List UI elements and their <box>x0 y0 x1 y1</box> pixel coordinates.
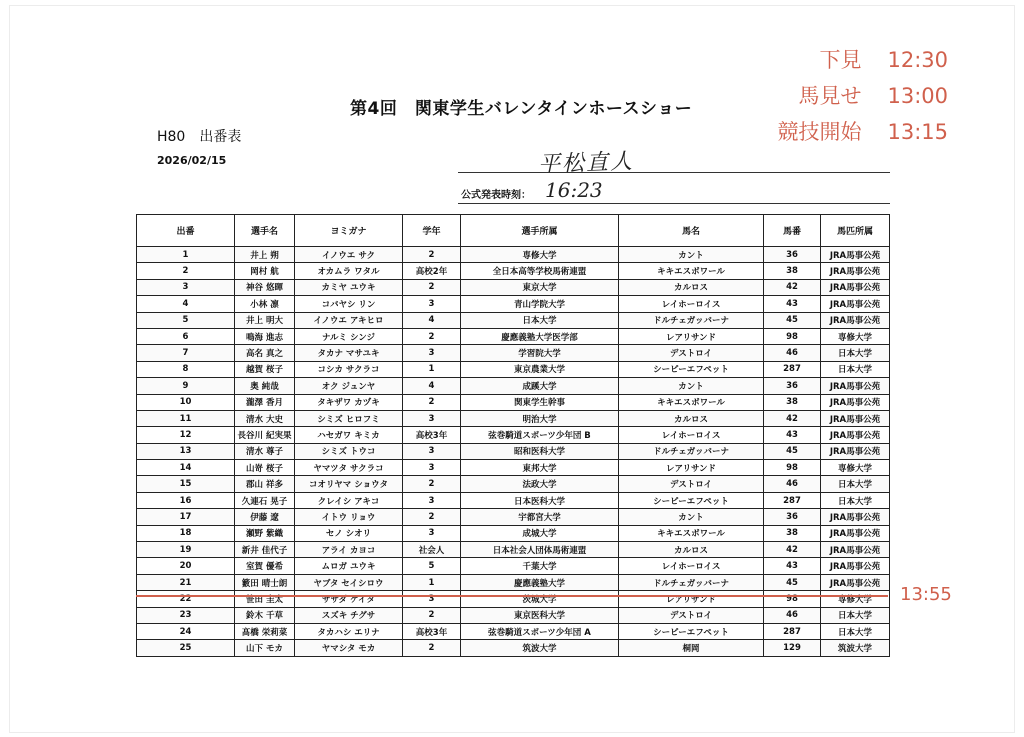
cell-reading: ムロガ ユウキ <box>295 558 403 574</box>
note-label: 馬見せ <box>798 84 862 108</box>
table-row <box>137 509 890 525</box>
cell-horse-owner: JRA馬事公苑 <box>821 443 890 459</box>
cell-reading: ササダ ケイタ <box>295 591 403 607</box>
table-row <box>137 328 890 344</box>
cell-horse-name: カルロス <box>619 279 764 295</box>
cell-horse-name: カルロス <box>619 410 764 426</box>
cell-reading: カミヤ ユウキ <box>295 279 403 295</box>
cell-reading: ヤマツタ サクラコ <box>295 460 403 476</box>
column-header-reading: ヨミガナ <box>295 215 403 247</box>
cell-horse-name: キキエスボワール <box>619 525 764 541</box>
cell-horse-number: 38 <box>764 394 821 410</box>
cell-grade: 3 <box>403 345 461 361</box>
cell-affiliation: 青山学院大学 <box>461 296 619 312</box>
cell-rider-name: 籔田 晴士朗 <box>235 574 295 590</box>
cell-horse-name: カント <box>619 247 764 263</box>
column-header-rider-name: 選手名 <box>235 215 295 247</box>
cell-horse-number: 129 <box>764 640 821 656</box>
cell-horse-owner: 筑波大学 <box>821 640 890 656</box>
cell-order: 9 <box>137 378 235 394</box>
cell-order: 23 <box>137 607 235 623</box>
table-row <box>137 312 890 328</box>
cell-rider-name: 笹田 圭太 <box>235 591 295 607</box>
cell-reading: タカハシ エリナ <box>295 623 403 639</box>
note-competition-start <box>777 114 948 150</box>
cell-order: 11 <box>137 410 235 426</box>
note-time: 12:30 <box>887 48 948 72</box>
signature-line <box>458 172 890 173</box>
cell-reading: オカムラ ワタル <box>295 263 403 279</box>
cell-order: 2 <box>137 263 235 279</box>
table-row <box>137 574 890 590</box>
cell-horse-name: カント <box>619 509 764 525</box>
cell-grade: 3 <box>403 492 461 508</box>
cell-order: 13 <box>137 443 235 459</box>
cell-grade: 2 <box>403 640 461 656</box>
cell-horse-owner: 専修大学 <box>821 460 890 476</box>
cell-horse-number: 43 <box>764 558 821 574</box>
cell-horse-name: レアリサンド <box>619 591 764 607</box>
cell-horse-number: 43 <box>764 427 821 443</box>
cell-reading: ナルミ シンジ <box>295 328 403 344</box>
cell-rider-name: 山嵜 桜子 <box>235 460 295 476</box>
cell-order: 1 <box>137 247 235 263</box>
cell-horse-name: カント <box>619 378 764 394</box>
cell-reading: オク ジュンヤ <box>295 378 403 394</box>
cell-grade: 3 <box>403 410 461 426</box>
cell-reading: シミズ トウコ <box>295 443 403 459</box>
cell-grade: 1 <box>403 361 461 377</box>
column-header-horse-owner: 馬匹所属 <box>821 215 890 247</box>
note-time: 13:15 <box>887 120 948 144</box>
cell-reading: コバヤシ リン <box>295 296 403 312</box>
cell-horse-name: レイホーロイス <box>619 427 764 443</box>
cell-order: 19 <box>137 542 235 558</box>
cell-horse-owner: JRA馬事公苑 <box>821 296 890 312</box>
cell-grade: 3 <box>403 525 461 541</box>
cell-rider-name: 神谷 悠暉 <box>235 279 295 295</box>
cell-horse-owner: 日本大学 <box>821 345 890 361</box>
cell-horse-name: デストロイ <box>619 476 764 492</box>
cell-horse-number: 43 <box>764 296 821 312</box>
cell-horse-name: レアリサンド <box>619 328 764 344</box>
published-time-label: 公式発表時刻： <box>461 190 531 201</box>
table-row <box>137 623 890 639</box>
column-header-horse-name: 馬名 <box>619 215 764 247</box>
cell-affiliation: 日本大学 <box>461 312 619 328</box>
column-header-grade: 学年 <box>403 215 461 247</box>
cell-order: 7 <box>137 345 235 361</box>
cell-horse-number: 38 <box>764 263 821 279</box>
cell-rider-name: 岡村 航 <box>235 263 295 279</box>
cell-rider-name: 瀬野 紫織 <box>235 525 295 541</box>
cell-horse-owner: JRA馬事公苑 <box>821 247 890 263</box>
cell-affiliation: 日本医科大学 <box>461 492 619 508</box>
cell-order: 18 <box>137 525 235 541</box>
cell-affiliation: 昭和医科大学 <box>461 443 619 459</box>
cell-order: 24 <box>137 623 235 639</box>
cell-reading: ヤブタ セイシロウ <box>295 574 403 590</box>
cell-horse-number: 287 <box>764 492 821 508</box>
cell-affiliation: 全日本高等学校馬術連盟 <box>461 263 619 279</box>
cell-horse-name: ドルチェガッバーナ <box>619 574 764 590</box>
cell-reading: ヤマシタ モカ <box>295 640 403 656</box>
cell-affiliation: 東京医科大学 <box>461 607 619 623</box>
cell-horse-owner: 日本大学 <box>821 607 890 623</box>
cell-horse-number: 42 <box>764 410 821 426</box>
cell-rider-name: 山下 モカ <box>235 640 295 656</box>
cell-horse-number: 46 <box>764 345 821 361</box>
cell-horse-name: レイホーロイス <box>619 296 764 312</box>
cell-grade: 3 <box>403 591 461 607</box>
table-row <box>137 492 890 508</box>
cell-horse-owner: 日本大学 <box>821 492 890 508</box>
cell-grade: 2 <box>403 476 461 492</box>
column-header-horse-number: 馬番 <box>764 215 821 247</box>
cell-horse-number: 45 <box>764 312 821 328</box>
cell-rider-name: 瀧澤 香月 <box>235 394 295 410</box>
cell-rider-name: 鳴海 進志 <box>235 328 295 344</box>
cell-affiliation: 弦巻騎道スポーツ少年団 A <box>461 623 619 639</box>
cell-horse-name: ドルチェガッバーナ <box>619 443 764 459</box>
cell-rider-name: 井上 明大 <box>235 312 295 328</box>
cell-horse-number: 45 <box>764 574 821 590</box>
cell-horse-number: 36 <box>764 378 821 394</box>
schedule-notes <box>777 42 948 150</box>
table-row <box>137 443 890 459</box>
cell-order: 6 <box>137 328 235 344</box>
table-row <box>137 410 890 426</box>
table-row <box>137 279 890 295</box>
cell-horse-name: シーピーエフペット <box>619 361 764 377</box>
cell-affiliation: 成城大学 <box>461 525 619 541</box>
cell-affiliation: 学習院大学 <box>461 345 619 361</box>
cell-grade: 2 <box>403 247 461 263</box>
cell-affiliation: 成蹊大学 <box>461 378 619 394</box>
cell-grade: 3 <box>403 296 461 312</box>
cell-horse-name: デストロイ <box>619 345 764 361</box>
cell-horse-number: 42 <box>764 279 821 295</box>
cell-horse-owner: 日本大学 <box>821 623 890 639</box>
cell-grade: 社会人 <box>403 542 461 558</box>
cell-horse-number: 46 <box>764 476 821 492</box>
cell-reading: ハセガワ キミカ <box>295 427 403 443</box>
cell-grade: 高校3年 <box>403 623 461 639</box>
cell-horse-name: レアリサンド <box>619 460 764 476</box>
cell-reading: タカナ マサユキ <box>295 345 403 361</box>
table-row <box>137 345 890 361</box>
cell-order: 16 <box>137 492 235 508</box>
cell-grade: 2 <box>403 607 461 623</box>
cell-rider-name: 鈴木 千草 <box>235 607 295 623</box>
cell-horse-name: シーピーエフペット <box>619 492 764 508</box>
cell-horse-owner: JRA馬事公苑 <box>821 509 890 525</box>
cell-horse-owner: JRA馬事公苑 <box>821 574 890 590</box>
event-title: 第4回 関東学生バレンタインホースショー <box>350 99 693 119</box>
cell-affiliation: 関東学生幹事 <box>461 394 619 410</box>
cell-affiliation: 東邦大学 <box>461 460 619 476</box>
note-label: 下見 <box>819 48 862 72</box>
cell-grade: 4 <box>403 312 461 328</box>
cell-rider-name: 伊藤 遼 <box>235 509 295 525</box>
published-time-value: 16:23 <box>545 178 603 202</box>
cell-horse-owner: JRA馬事公苑 <box>821 558 890 574</box>
cell-order: 5 <box>137 312 235 328</box>
note-horse-presentation <box>777 78 948 114</box>
event-date: 2026/02/15 <box>157 154 227 167</box>
cell-order: 25 <box>137 640 235 656</box>
cell-horse-number: 98 <box>764 591 821 607</box>
cell-horse-owner: JRA馬事公苑 <box>821 263 890 279</box>
cell-reading: イノウエ アキヒロ <box>295 312 403 328</box>
note-label: 競技開始 <box>777 120 862 144</box>
cell-reading: イトウ リョウ <box>295 509 403 525</box>
cell-reading: コシカ サクラコ <box>295 361 403 377</box>
cell-horse-number: 36 <box>764 247 821 263</box>
cell-affiliation: 千葉大学 <box>461 558 619 574</box>
cell-rider-name: 井上 朔 <box>235 247 295 263</box>
table-row <box>137 525 890 541</box>
cell-grade: 高校2年 <box>403 263 461 279</box>
table-row <box>137 378 890 394</box>
cell-reading: アライ カヨコ <box>295 542 403 558</box>
cell-horse-owner: JRA馬事公苑 <box>821 378 890 394</box>
cell-horse-name: キキエスボワール <box>619 394 764 410</box>
cell-rider-name: 久連石 晃子 <box>235 492 295 508</box>
cell-horse-name: レイホーロイス <box>619 558 764 574</box>
cell-horse-name: シーピーエフペット <box>619 623 764 639</box>
cell-grade: 1 <box>403 574 461 590</box>
table-header-row <box>137 215 890 247</box>
class-subtitle: H80 出番表 <box>157 129 242 145</box>
cell-reading: コオリヤマ ショウタ <box>295 476 403 492</box>
handwritten-signature: 平松直人 <box>537 149 635 178</box>
column-header-order: 出番 <box>137 215 235 247</box>
column-header-affiliation: 選手所属 <box>461 215 619 247</box>
published-time-line <box>458 203 890 204</box>
table-row <box>137 296 890 312</box>
cell-order: 12 <box>137 427 235 443</box>
cell-order: 22 <box>137 591 235 607</box>
table-row <box>137 361 890 377</box>
cell-horse-owner: JRA馬事公苑 <box>821 312 890 328</box>
cell-rider-name: 新井 佳代子 <box>235 542 295 558</box>
cell-order: 14 <box>137 460 235 476</box>
cell-grade: 2 <box>403 394 461 410</box>
table-row <box>137 640 890 656</box>
cell-horse-owner: JRA馬事公苑 <box>821 525 890 541</box>
cell-rider-name: 清水 大史 <box>235 410 295 426</box>
cell-horse-owner: JRA馬事公苑 <box>821 410 890 426</box>
cell-rider-name: 髙橋 栄莉菜 <box>235 623 295 639</box>
cell-order: 21 <box>137 574 235 590</box>
cell-affiliation: 日本社会人団体馬術連盟 <box>461 542 619 558</box>
cell-grade: 高校3年 <box>403 427 461 443</box>
cell-grade: 2 <box>403 328 461 344</box>
cell-affiliation: 法政大学 <box>461 476 619 492</box>
cell-horse-name: デストロイ <box>619 607 764 623</box>
start-order-table <box>136 214 890 657</box>
cell-rider-name: 高名 真之 <box>235 345 295 361</box>
cell-order: 4 <box>137 296 235 312</box>
cell-grade: 5 <box>403 558 461 574</box>
cell-horse-number: 36 <box>764 509 821 525</box>
table-row <box>137 476 890 492</box>
cell-affiliation: 筑波大学 <box>461 640 619 656</box>
note-inspection <box>777 42 948 78</box>
cutoff-marker-line <box>136 595 888 597</box>
cell-grade: 3 <box>403 443 461 459</box>
cell-horse-owner: 日本大学 <box>821 476 890 492</box>
cell-affiliation: 茨城大学 <box>461 591 619 607</box>
cell-reading: タキザワ カヅキ <box>295 394 403 410</box>
cell-horse-owner: JRA馬事公苑 <box>821 279 890 295</box>
cell-reading: セノ シオリ <box>295 525 403 541</box>
cell-horse-owner: 日本大学 <box>821 361 890 377</box>
cell-horse-number: 46 <box>764 607 821 623</box>
cell-grade: 3 <box>403 460 461 476</box>
cell-grade: 2 <box>403 509 461 525</box>
cell-horse-name: カルロス <box>619 542 764 558</box>
cell-affiliation: 弦巻騎道スポーツ少年団 B <box>461 427 619 443</box>
cell-horse-owner: 専修大学 <box>821 591 890 607</box>
table-row <box>137 542 890 558</box>
table-row <box>137 558 890 574</box>
cell-horse-number: 42 <box>764 542 821 558</box>
cutoff-time-note: 13:55 <box>900 584 952 605</box>
cell-horse-number: 98 <box>764 328 821 344</box>
cell-horse-name: 桐岡 <box>619 640 764 656</box>
cell-rider-name: 奥 純哉 <box>235 378 295 394</box>
cell-order: 20 <box>137 558 235 574</box>
cell-horse-owner: JRA馬事公苑 <box>821 394 890 410</box>
cell-rider-name: 郡山 祥多 <box>235 476 295 492</box>
cell-horse-number: 45 <box>764 443 821 459</box>
table-row <box>137 247 890 263</box>
cell-horse-number: 287 <box>764 623 821 639</box>
cell-order: 8 <box>137 361 235 377</box>
cell-affiliation: 専修大学 <box>461 247 619 263</box>
cell-affiliation: 東京農業大学 <box>461 361 619 377</box>
cell-order: 3 <box>137 279 235 295</box>
cell-horse-number: 287 <box>764 361 821 377</box>
cell-horse-owner: JRA馬事公苑 <box>821 427 890 443</box>
cell-rider-name: 長谷川 紀実果 <box>235 427 295 443</box>
cell-rider-name: 越賀 桜子 <box>235 361 295 377</box>
table-row <box>137 427 890 443</box>
cell-reading: スズキ チグサ <box>295 607 403 623</box>
cell-grade: 4 <box>403 378 461 394</box>
cell-order: 17 <box>137 509 235 525</box>
cell-horse-owner: JRA馬事公苑 <box>821 542 890 558</box>
cell-rider-name: 清水 尊子 <box>235 443 295 459</box>
cell-affiliation: 慶應義塾大学 <box>461 574 619 590</box>
cell-reading: シミズ ヒロフミ <box>295 410 403 426</box>
cell-affiliation: 東京大学 <box>461 279 619 295</box>
note-time: 13:00 <box>887 84 948 108</box>
cell-horse-owner: 専修大学 <box>821 328 890 344</box>
cell-horse-number: 38 <box>764 525 821 541</box>
cell-grade: 2 <box>403 279 461 295</box>
cell-rider-name: 小林 凛 <box>235 296 295 312</box>
table-row <box>137 263 890 279</box>
cell-reading: クレイシ アキコ <box>295 492 403 508</box>
cell-horse-name: キキエスボワール <box>619 263 764 279</box>
cell-reading: イノウエ サク <box>295 247 403 263</box>
table-row <box>137 394 890 410</box>
table-row <box>137 607 890 623</box>
cell-rider-name: 室賀 優希 <box>235 558 295 574</box>
cell-horse-number: 98 <box>764 460 821 476</box>
cell-affiliation: 慶應義塾大学医学部 <box>461 328 619 344</box>
cell-affiliation: 明治大学 <box>461 410 619 426</box>
table-row <box>137 460 890 476</box>
cell-order: 15 <box>137 476 235 492</box>
table-row <box>137 591 890 607</box>
cell-order: 10 <box>137 394 235 410</box>
cell-affiliation: 宇都宮大学 <box>461 509 619 525</box>
cell-horse-name: ドルチェガッバーナ <box>619 312 764 328</box>
document-sheet <box>10 6 1014 732</box>
